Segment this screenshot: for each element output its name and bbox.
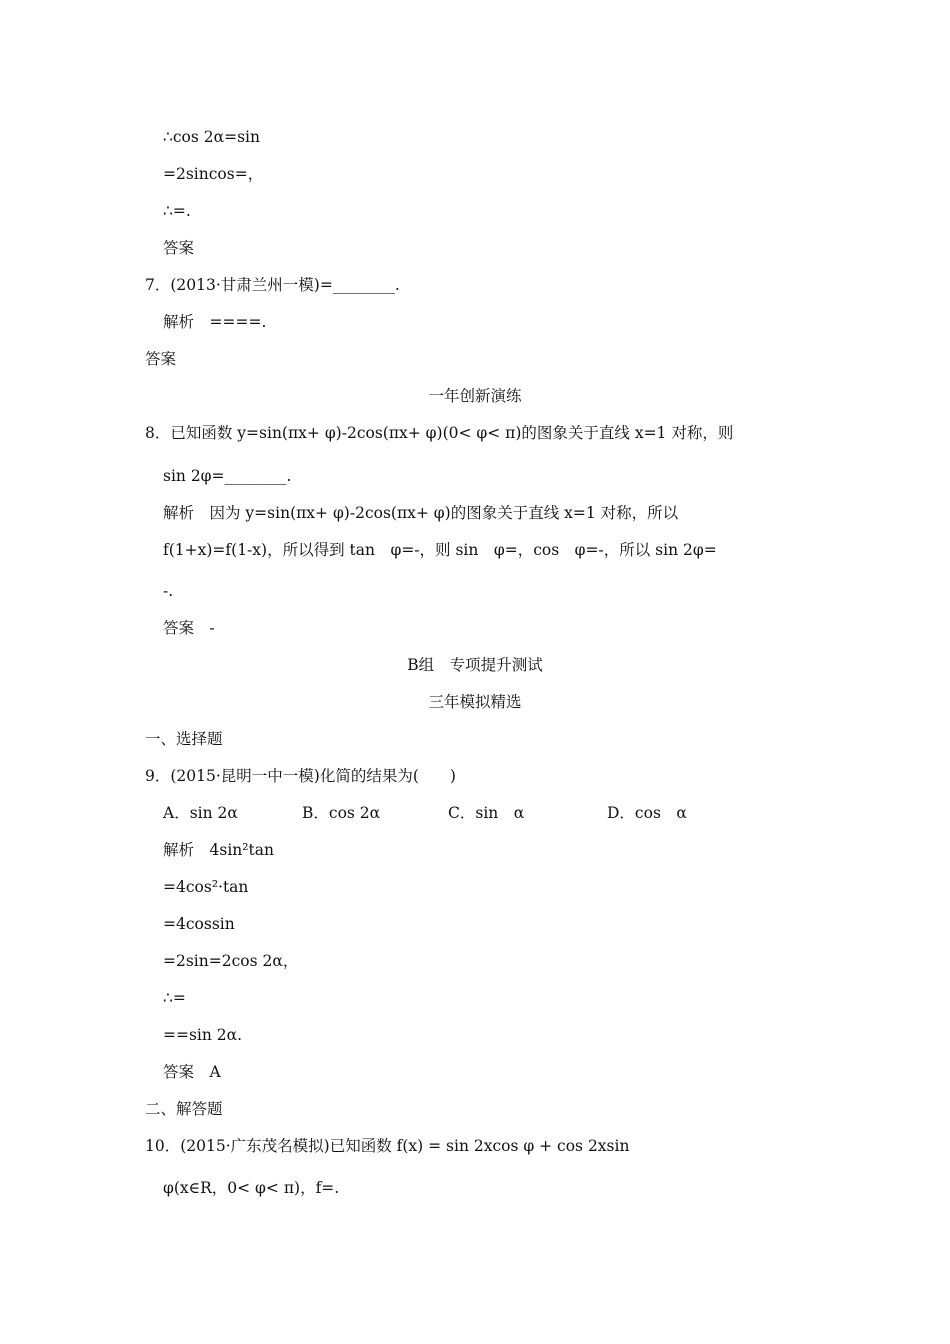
question-9: 9．(2015·昆明一中一模)化简的结果为( )	[145, 767, 456, 785]
analysis-9-step-2: =4cossin	[163, 915, 235, 933]
answer-8: 答案 -	[163, 619, 215, 637]
text-line-2: =2sincos=，	[163, 165, 264, 183]
text-line-1: ∴cos 2α=sin	[163, 128, 260, 146]
question-10-cont: φ(x∈R，0< φ< π)，f=.	[163, 1179, 340, 1197]
question-8-cont: sin 2φ=________.	[163, 467, 292, 485]
answer-9: 答案 A	[163, 1063, 221, 1081]
analysis-9-step-1: =4cos²·tan	[163, 878, 249, 896]
question-7: 7．(2013·甘肃兰州一模)=________.	[145, 276, 400, 294]
option-d: D．cos α	[607, 804, 687, 822]
section-heading-innovation: 一年创新演练	[428, 387, 522, 405]
option-c: C．sin α	[448, 804, 525, 822]
subsection-choice: 一、选择题	[145, 730, 223, 748]
answer-label: 答案	[163, 239, 195, 257]
analysis-8-end: -.	[163, 582, 174, 600]
option-a: A．sin 2α	[163, 804, 238, 822]
answer-7: 答案	[145, 350, 177, 368]
analysis-9-step-3: =2sin=2cos 2α，	[163, 952, 299, 970]
analysis-7: 解析 ====.	[163, 313, 267, 331]
subsection-solution: 二、解答题	[145, 1100, 223, 1118]
section-heading-group-b: B组 专项提升测试	[407, 656, 543, 674]
analysis-9-step-4: ∴=	[163, 989, 186, 1007]
analysis-9: 解析 4sin²tan	[163, 841, 274, 859]
section-heading-three-years: 三年模拟精选	[428, 693, 522, 711]
question-8: 8．已知函数 y=sin(πx+ φ)-2cos(πx+ φ)(0< φ< π)的图象关于直线 x=1 对称，则	[145, 424, 734, 442]
analysis-8-cont: f(1+x)=f(1-x)，所以得到 tan φ=-，则 sin φ=，cos φ=-，所以 sin 2φ=	[163, 541, 717, 559]
analysis-8: 解析 因为 y=sin(πx+ φ)-2cos(πx+ φ)的图象关于直线 x=1 对称，所以	[163, 504, 679, 522]
question-10: 10．(2015·广东茂名模拟)已知函数 f(x) = sin 2xcos φ + cos 2xsin	[145, 1137, 630, 1155]
option-b: B．cos 2α	[302, 804, 381, 822]
text-line-3: ∴=.	[163, 202, 191, 220]
analysis-9-step-5: ==sin 2α.	[163, 1026, 243, 1044]
